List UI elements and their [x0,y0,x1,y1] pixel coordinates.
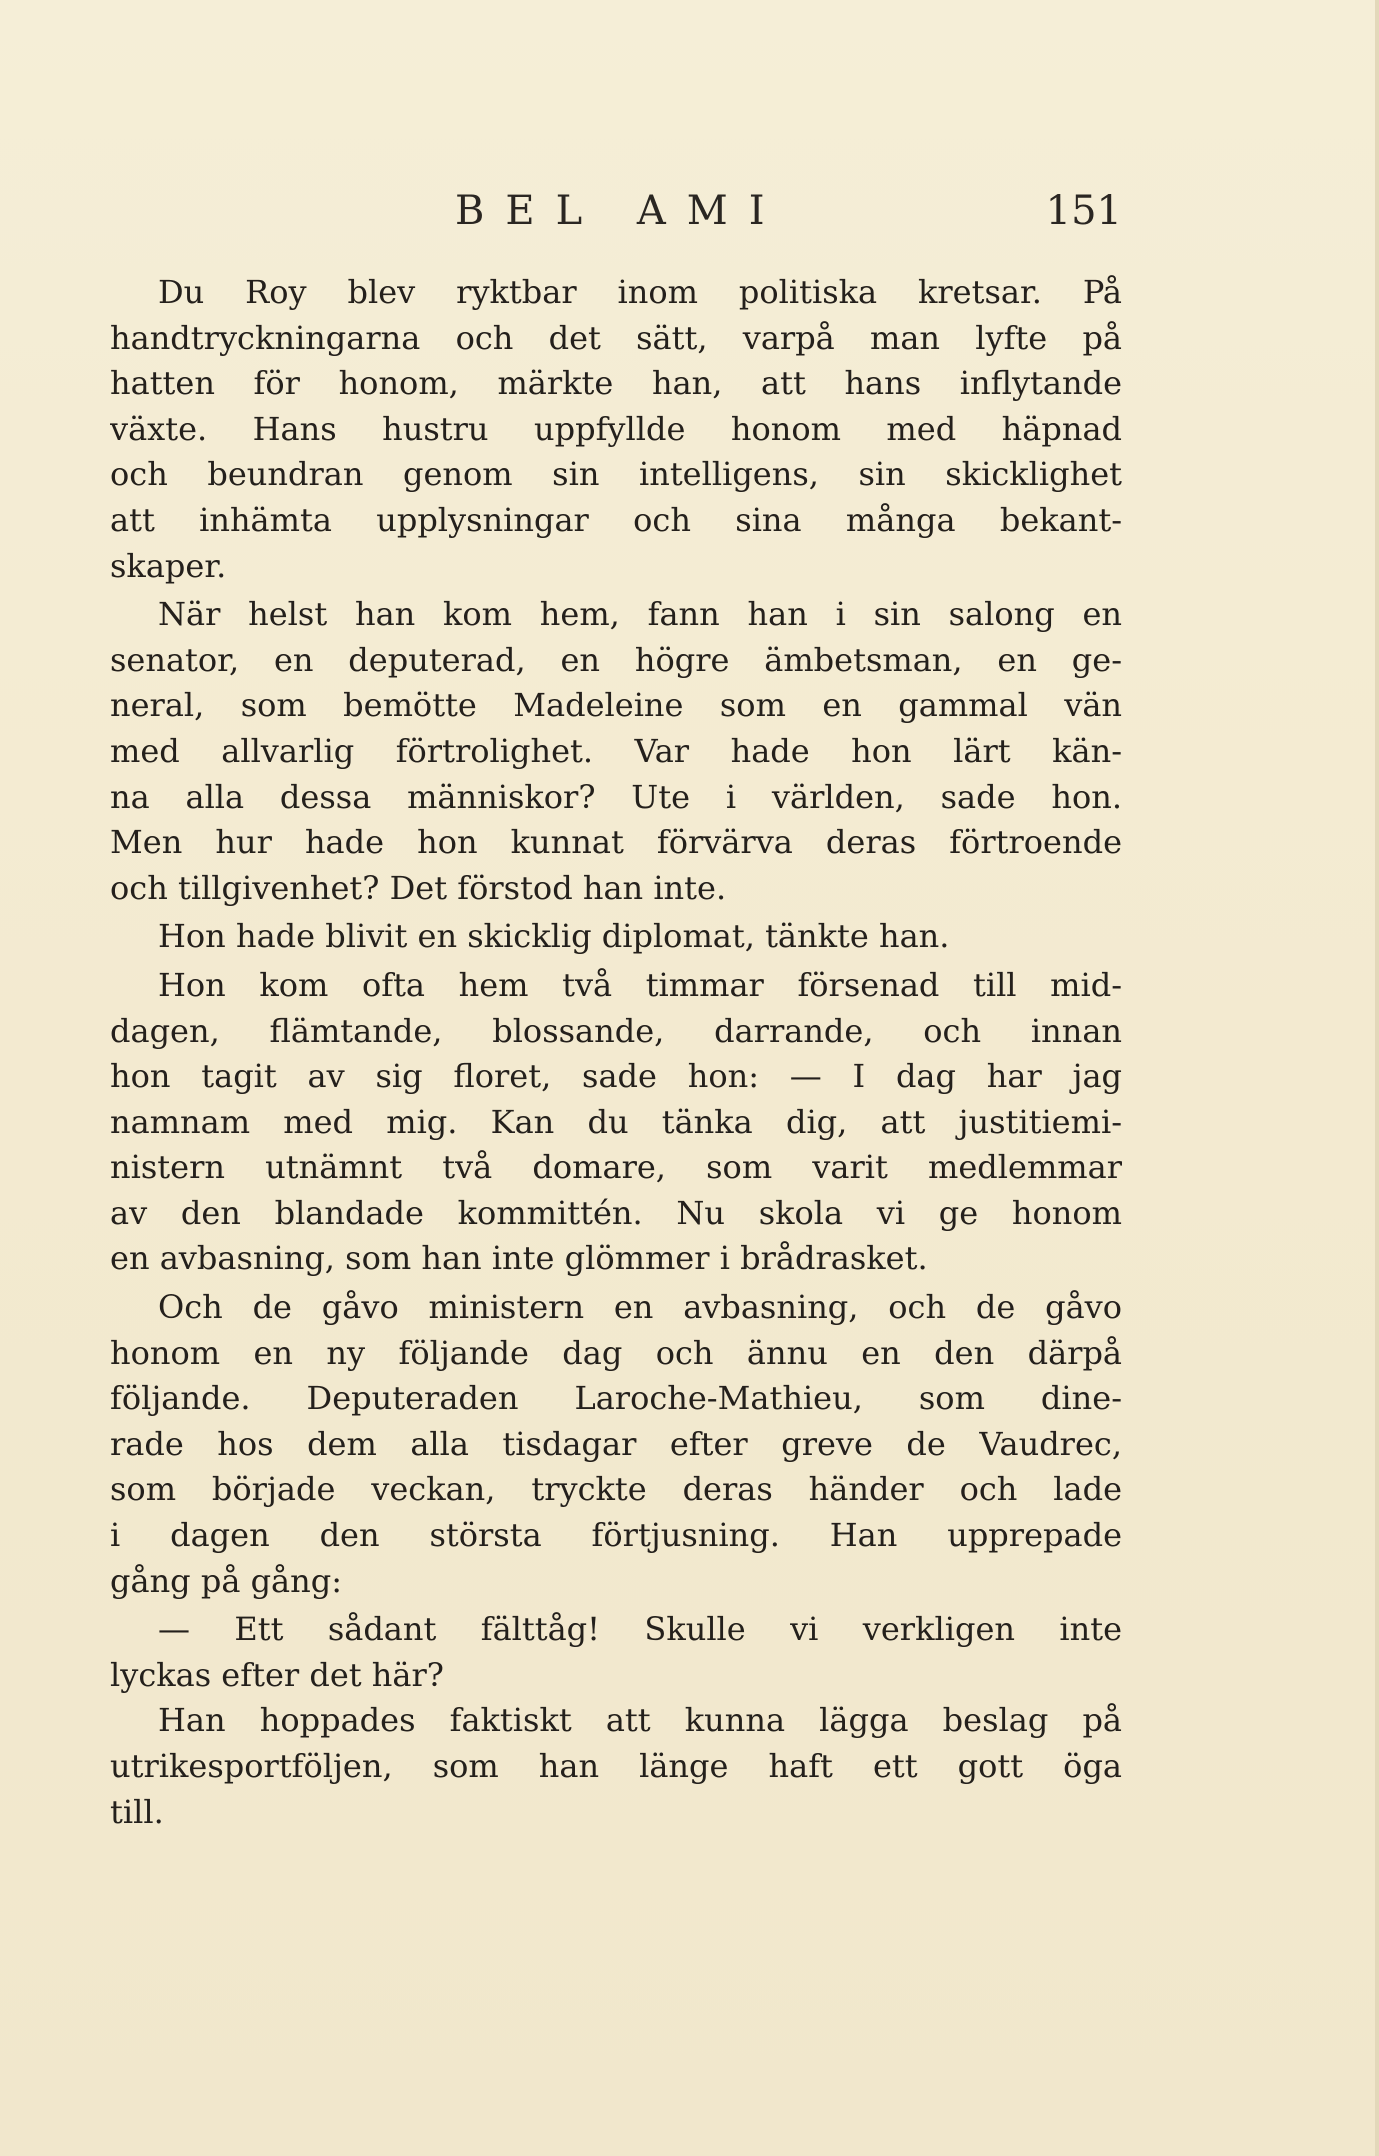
body-text [110,270,1122,1835]
text-line: och tillgivenhet? Det förstod han inte. [110,868,727,907]
text-line: till. [110,1792,164,1831]
text-line: neral, som bemötte Madeleine som en gammal vän [110,686,1122,725]
text-line: Du Roy blev ryktbar inom politiska kretsar. På [158,273,1122,311]
text-line: — Ett sådant fälttåg! Skulle vi verkligen inte [158,1610,1122,1649]
paragraph [110,1285,1122,1604]
text-line: som började veckan, tryckte deras händer och lade [110,1470,1122,1509]
text-line: Hon kom ofta hem två timmar försenad till mid- [158,965,1122,1004]
text-line: dagen, flämtande, blossande, darrande, och innan [110,1011,1122,1050]
text-line: och beundran genom sin intelligens, sin skicklighet [110,455,1122,494]
text-line: nistern utnämnt två domare, som varit medlemmar [110,1148,1122,1187]
paragraph [110,914,1122,960]
text-line: med allvarlig förtrolighet. Var hade hon lärt kän- [110,731,1122,770]
text-line: na alla dessa människor? Ute i världen, sade hon. [110,777,1122,816]
text-line: hon tagit av sig floret, sade hon: — I dag har jag [110,1057,1122,1096]
text-line: att inhämta upplysningar och sina många bekant- [110,500,1122,539]
text-line: lyckas efter det här? [110,1655,444,1694]
text-line: hatten för honom, märkte han, att hans inflytande [110,364,1122,403]
text-line: en avbasning, som han inte glömmer i brådrasket. [110,1239,928,1278]
text-line: När helst han kom hem, fann han i sin salong en [158,595,1122,634]
paragraph [110,1698,1122,1835]
paragraph [110,1607,1122,1698]
paragraph [110,592,1122,911]
paragraph [110,963,1122,1282]
text-line: följande. Deputeraden Laroche-Mathieu, som dine- [110,1379,1122,1418]
running-title: BEL AMI [455,188,786,234]
text-line: skaper. [110,546,227,585]
text-line: Han hoppades faktiskt att kunna lägga beslag på [158,1701,1122,1740]
text-line: av den blandade kommittén. Nu skola vi ge honom [110,1193,1122,1232]
paragraph [110,270,1122,589]
text-line: handtryckningarna och det sätt, varpå man lyfte på [110,318,1122,357]
page-header [110,188,1122,248]
text-line: Hon hade blivit en skicklig diplomat, tänkte han. [158,917,950,956]
text-line: gång på gång: [110,1561,342,1600]
text-line: växte. Hans hustru uppfyllde honom med häpnad [110,409,1122,448]
text-line: senator, en deputerad, en högre ämbetsman, en ge- [110,640,1122,679]
text-line: namnam med mig. Kan du tänka dig, att justitiemi- [110,1102,1122,1141]
text-line: Men hur hade hon kunnat förvärva deras förtroende [110,823,1122,862]
text-line: utrikesportföljen, som han länge haft ett gott öga [110,1747,1122,1785]
text-line: Och de gåvo ministern en avbasning, och de gåvo [158,1288,1122,1327]
text-line: rade hos dem alla tisdagar efter greve de Vaudrec, [110,1424,1122,1463]
text-line: honom en ny följande dag och ännu en den därpå [110,1333,1122,1372]
text-line: i dagen den största förtjusning. Han upprepade [110,1516,1122,1555]
page-number: 151 [1045,188,1122,234]
